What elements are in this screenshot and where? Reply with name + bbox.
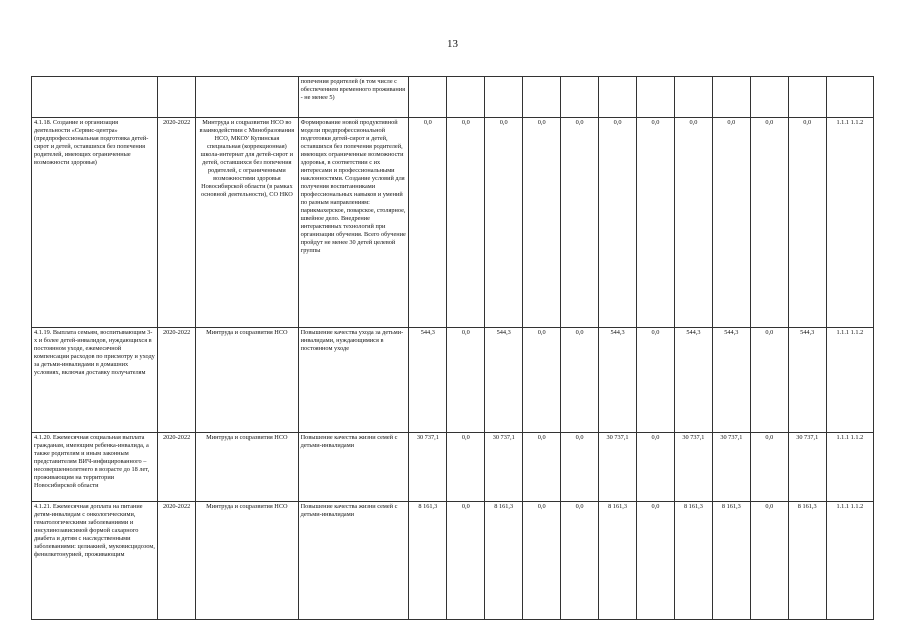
page-number: 13 [447,38,458,50]
value-cell: 8 161,3 [788,502,826,620]
value-cell: 8 161,3 [599,502,637,620]
value-cell: 0,0 [447,118,485,328]
value-cell: 0,0 [712,118,750,328]
value-cell: 0,0 [637,328,675,433]
measure-name-cell: 4.1.19. Выплата семьям, воспитывающим 3-х и более детей-инвалидов, нуждающихся в постоянном уходе, ежемесячной компенсации расходов по присмотру и уходу за детьми-инвалидами в домашних условиях, включая доставку получателям [32,328,158,433]
value-cell [447,77,485,118]
years-cell: 2020-2022 [158,118,196,328]
table-row [32,77,874,118]
executors-cell: Минтруда и соцразвития НСО [196,328,299,433]
value-cell: 0,0 [561,502,599,620]
value-cell: 0,0 [561,118,599,328]
executors-cell: Минтруда и соцразвития НСО [196,433,299,502]
value-cell: 544,3 [485,328,523,433]
value-cell: 544,3 [674,328,712,433]
years-cell: 2020-2022 [158,502,196,620]
expected-result-cell: Повышение качества жизни семей с детьми-инвалидами [298,433,409,502]
measure-name-cell [32,77,158,118]
tasks-cell: 1.1.1 1.1.2 [826,118,873,328]
value-cell: 30 737,1 [409,433,447,502]
tasks-cell: 1.1.1 1.1.2 [826,433,873,502]
value-cell: 0,0 [750,502,788,620]
expected-result-cell: попечения родителей (в том числе с обеспечением временного проживания - не менее 5) [298,77,409,118]
value-cell: 0,0 [750,118,788,328]
years-cell: 2020-2022 [158,328,196,433]
value-cell [788,77,826,118]
value-cell: 0,0 [523,118,561,328]
executors-cell: Минтруда и соцразвития НСО [196,502,299,620]
value-cell [750,77,788,118]
value-cell: 0,0 [750,328,788,433]
executors-cell: Минтруда и соцразвития НСО во взаимодействии с Минобразования НСО, МКОУ Купинская специальная (коррекционная) школа-интернат для детей-сирот и детей, оставшихся без попечения родителей, с ограниченными возможностями здоровья Новосибирской области (в рамках основной деятельности), СО НКО [196,118,299,328]
years-cell [158,77,196,118]
value-cell [485,77,523,118]
value-cell: 0,0 [637,502,675,620]
value-cell: 8 161,3 [712,502,750,620]
expected-result-cell: Повышение качества жизни семей с детьми-инвалидами [298,502,409,620]
value-cell [674,77,712,118]
expected-result-cell: Повышение качества ухода за детьми-инвалидами, нуждающимися в постоянном уходе [298,328,409,433]
value-cell: 544,3 [788,328,826,433]
value-cell: 544,3 [712,328,750,433]
tasks-cell: 1.1.1 1.1.2 [826,502,873,620]
value-cell: 8 161,3 [674,502,712,620]
measure-name-cell: 4.1.20. Ежемесячная социальная выплата гражданам, имеющим ребенка-инвалида, а также родителям и иным законным представителям ВИЧ-инфицированного – несовершеннолетнего в возрасте до 18 лет, проживающим на территории Новосибирской области [32,433,158,502]
executors-cell [196,77,299,118]
expected-result-cell: Формирование новой продуктивной модели предпрофессиональной подготовки детей-сирот и детей, оставшихся без попечения родителей, имеющих ограниченные возможности здоровья, в соответствии с их интересами и профессиональными наклонностями. Создание условий для получения воспитанниками профессиональных навыков и умений по разным направлениям: парикмахерское, поварское, столярное, швейное дело. Внедрение интерактивных технологий при организации обучения. Всего обучение пройдут не менее 30 детей целевой группы [298,118,409,328]
value-cell: 0,0 [523,502,561,620]
value-cell [712,77,750,118]
value-cell [637,77,675,118]
tasks-cell: 1.1.1 1.1.2 [826,328,873,433]
value-cell: 0,0 [523,433,561,502]
value-cell [561,77,599,118]
value-cell [523,77,561,118]
measure-name-cell: 4.1.21. Ежемесячная доплата на питание детям-инвалидам с онкологическими, гематологическими заболеваниями и инсулинозависимой формой сахарного диабета и детям с наследственными заболеваниями: целиакией, муковисцидозом, фенилкетонурией, проживающим [32,502,158,620]
table-row [32,118,874,328]
value-cell: 0,0 [788,118,826,328]
value-cell: 0,0 [409,118,447,328]
value-cell: 0,0 [485,118,523,328]
years-cell: 2020-2022 [158,433,196,502]
table-row [32,502,874,620]
value-cell: 0,0 [674,118,712,328]
value-cell: 30 737,1 [712,433,750,502]
value-cell [599,77,637,118]
measure-name-cell: 4.1.18. Создание и организация деятельности «Сервис-центра» (предпрофессиональная подготовка детей-сирот и детей, оставшихся без попечения родителей, имеющих ограниченные возможности здоровья) [32,118,158,328]
value-cell: 30 737,1 [674,433,712,502]
value-cell: 30 737,1 [788,433,826,502]
value-cell: 0,0 [750,433,788,502]
value-cell [409,77,447,118]
value-cell: 8 161,3 [409,502,447,620]
value-cell: 0,0 [599,118,637,328]
table-row [32,433,874,502]
value-cell: 544,3 [409,328,447,433]
value-cell: 30 737,1 [599,433,637,502]
value-cell: 0,0 [447,433,485,502]
value-cell: 8 161,3 [485,502,523,620]
value-cell: 0,0 [637,433,675,502]
value-cell: 0,0 [561,433,599,502]
value-cell: 544,3 [599,328,637,433]
table-row [32,328,874,433]
value-cell: 0,0 [637,118,675,328]
program-measures-table [31,76,874,620]
value-cell: 0,0 [447,328,485,433]
value-cell: 30 737,1 [485,433,523,502]
value-cell: 0,0 [447,502,485,620]
value-cell: 0,0 [561,328,599,433]
tasks-cell [826,77,873,118]
value-cell: 0,0 [523,328,561,433]
